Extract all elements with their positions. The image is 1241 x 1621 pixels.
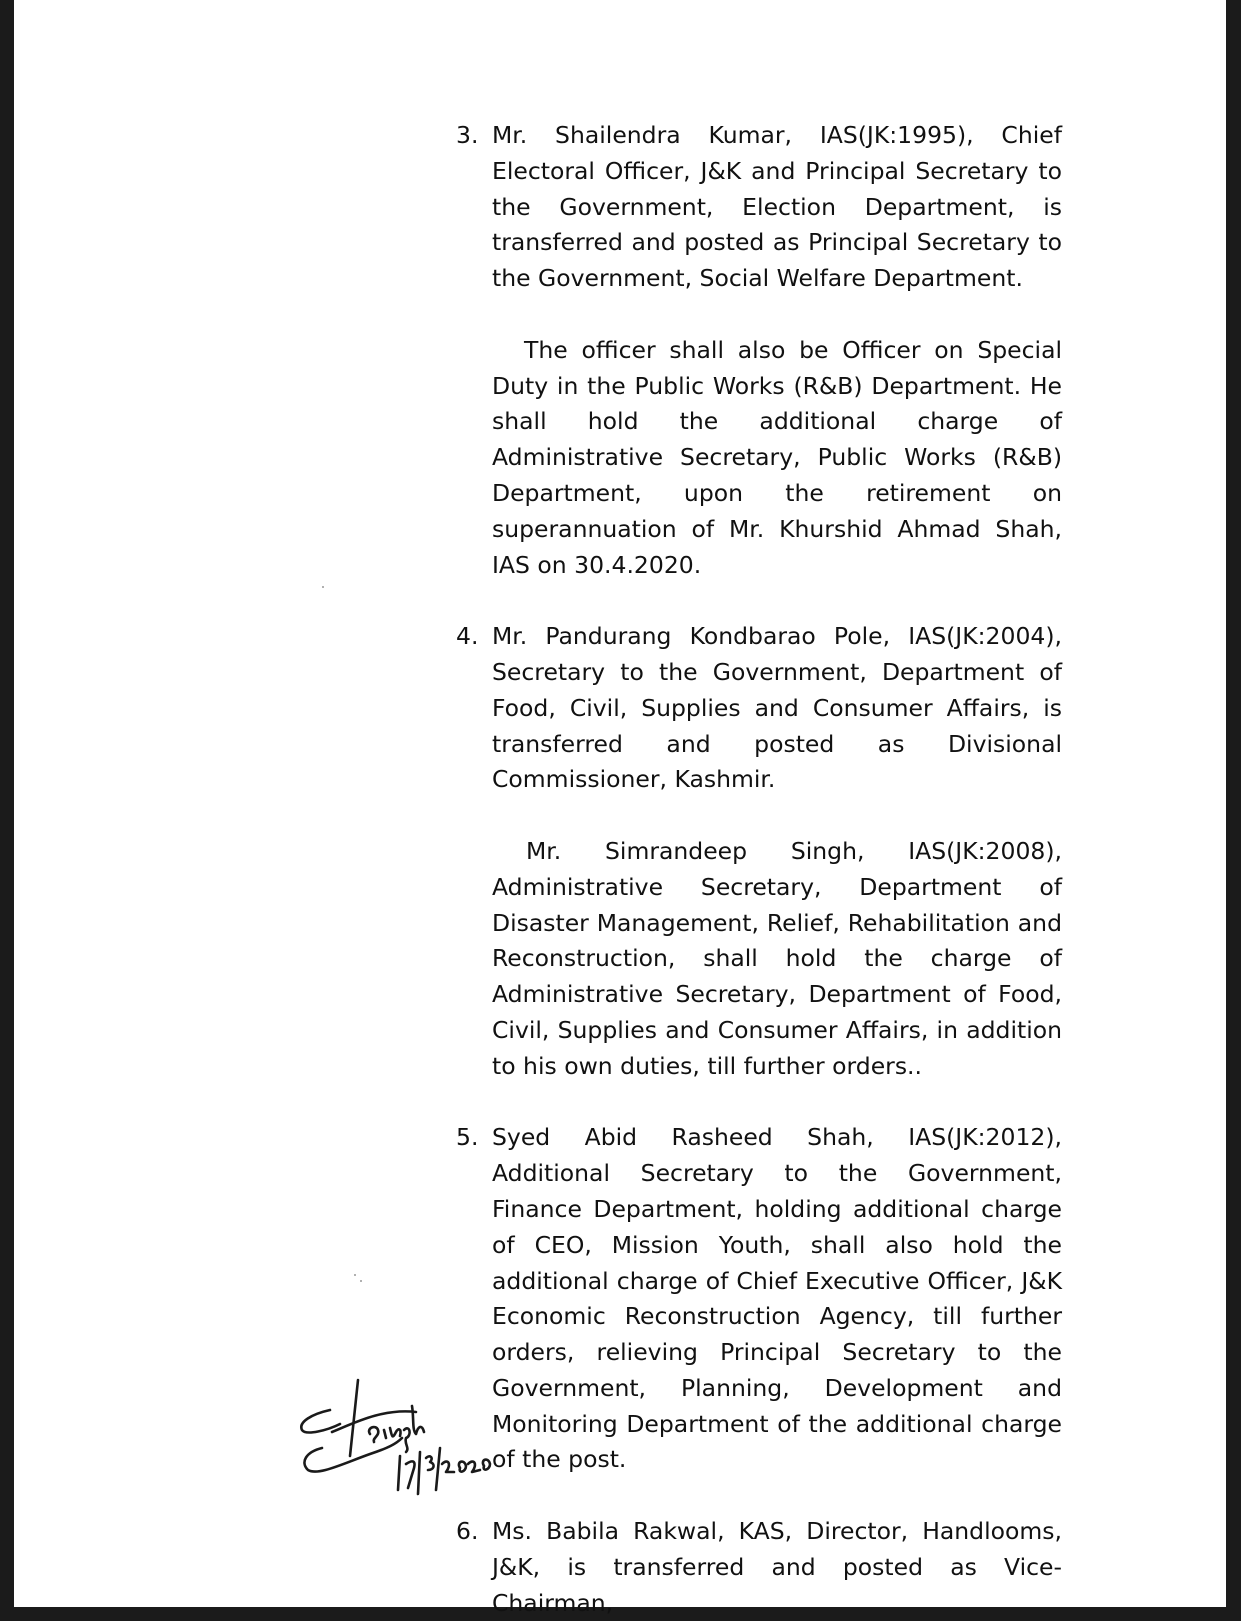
item-subparagraph: The officer shall also be Officer on Special Duty in the Public Works (R&B) Department. He shall hold the additional charge of Administrative Secretary, Public Works (R&B) Department, upon the retirement on superannuation of Mr. Khurshid Ahmad Shah, IAS on 30.4.2020. [492, 335, 1062, 579]
item-text: Syed Abid Rasheed Shah, IAS(JK:2012), Additional Secretary to the Government, Finance Department, holding additional charge of CEO, Mission Youth, shall also hold the additional charge of Chief Executive Officer, J&K Economic Reconstruction Agency, till further orders, relieving Principal Secretary to the Government, Planning, Development and Monitoring Department of the additional charge of the post. [492, 1123, 1062, 1474]
scan-speck [354, 1274, 356, 1276]
order-item-5 [454, 1120, 1062, 1478]
item-number: 5. [456, 1123, 479, 1152]
handwritten-signature-icon [292, 1378, 532, 1528]
item-text: Mr. Shailendra Kumar, IAS(JK:1995), Chief Electoral Officer, J&K and Principal Secretary to the Government, Election Department, is transferred and posted as Principal Secretary to the Government, Social Welfare Department. [492, 121, 1062, 293]
item-number: 4. [456, 622, 479, 651]
item-text: Mr. Pandurang Kondbarao Pole, IAS(JK:2004), Secretary to the Government, Department of Food, Civil, Supplies and Consumer Affairs, is transferred and posted as Divisional Commissioner, Kashmir. [492, 622, 1062, 794]
item-number: 3. [456, 121, 479, 149]
order-body [454, 118, 1062, 1621]
order-item-4 [454, 619, 1062, 1084]
item-subparagraph: Mr. Simrandeep Singh, IAS(JK:2008), Administrative Secretary, Department of Disaster Management, Relief, Rehabilitation and Reconstruction, shall hold the charge of Administrative Secretary, Department of Food, Civil, Supplies and Consumer Affairs, in addition to his own duties, till further orders.. [492, 836, 1062, 1080]
scan-speck [322, 586, 324, 588]
item-text: Ms. Babila Rakwal, KAS, Director, Handlooms, J&K, is transferred and posted as Vice-Chairman, [492, 1517, 1062, 1617]
item-number: 6. [456, 1517, 479, 1546]
order-item-6 [454, 1514, 1062, 1621]
order-item-3 [454, 118, 1062, 583]
scan-speck [360, 1280, 362, 1282]
document-page [14, 0, 1226, 1617]
